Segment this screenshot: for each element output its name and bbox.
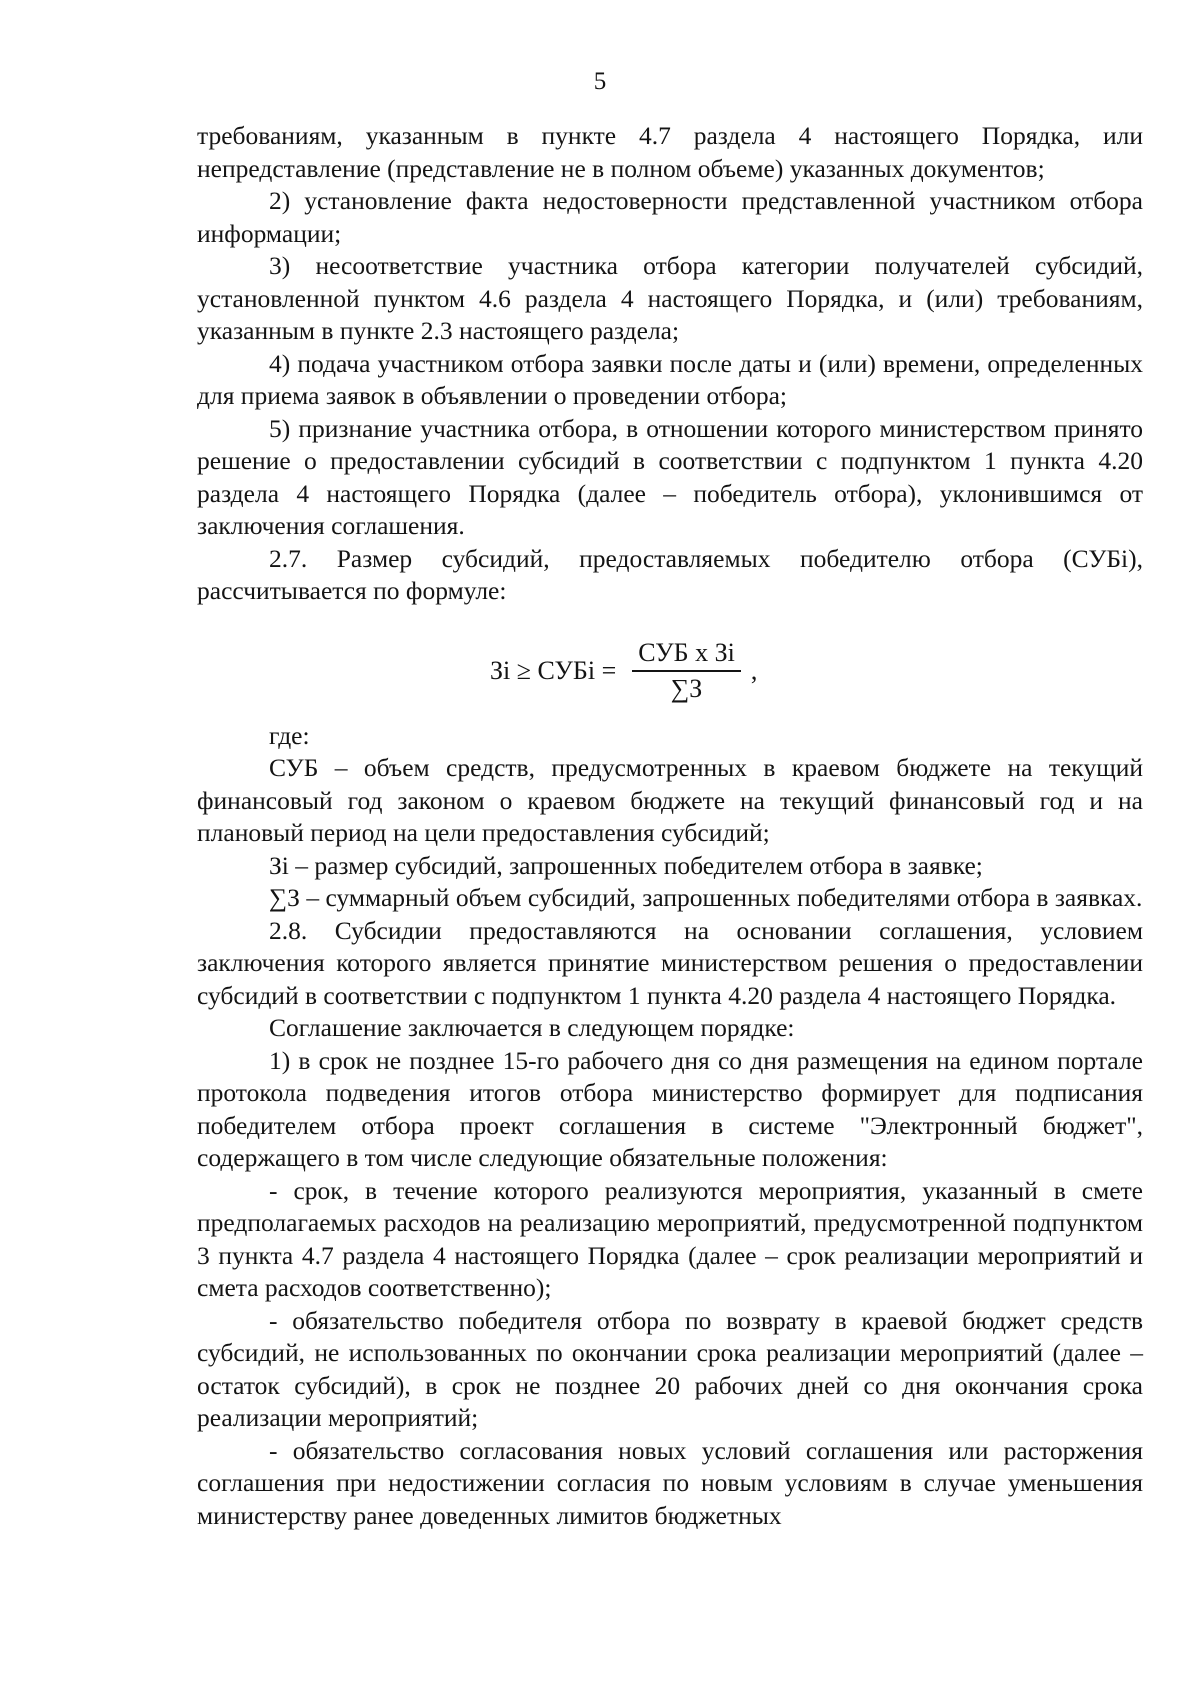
paragraph-def-sum: ∑З – суммарный объем субсидий, запрошенных победителями отбора в заявках. <box>269 883 1143 912</box>
formula-fraction <box>632 638 741 704</box>
paragraph-item-5: 5) признание участника отбора, в отношении которого министерством принято решение о предоставлении субсидий в соответствии с подпунктом 1 пункта 4.20 раздела 4 настоящего Порядка (далее – победитель отбора), уклонившимся от заключения соглашения. <box>197 413 1143 540</box>
paragraph-item-2: 2) установление факта недостоверности представленной участником отбора информации; <box>197 186 1143 248</box>
formula-denominator: ∑З <box>670 673 703 703</box>
paragraph-2-8: 2.8. Субсидии предоставляются на основании соглашения, условием заключения которого является принятие министерством решения о предоставлении субсидий в соответствии с подпунктом 1 пункта 4.20 раздела 4 настоящего Порядка. <box>197 915 1143 1010</box>
paragraph-provision-term: - срок, в течение которого реализуются мероприятия, указанный в смете предполагаемых расходов на реализацию мероприятий, предусмотренной подпунктом 3 пункта 4.7 раздела 4 настоящего Порядка (далее – срок реализации мероприятий и смета расходов соответственно); <box>197 1175 1143 1302</box>
paragraph-item-3: 3) несоответствие участника отбора категории получателей субсидий, установленной пунктом 4.6 раздела 4 настоящего Порядка, и (или) требованиям, указанным в пункте 2.3 настоящего раздела; <box>197 251 1143 345</box>
document-body <box>197 120 1143 1532</box>
page-number: 5 <box>593 68 607 95</box>
paragraph-provision-return: - обязательство победителя отбора по возврату в краевой бюджет средств субсидий, не использованных по окончании срока реализации мероприятий (далее – остаток субсидий), в срок не позднее 20 рабочих дней со дня окончания срока реализации мероприятий; <box>197 1305 1143 1432</box>
formula <box>490 638 757 704</box>
paragraph-agreement-order: Соглашение заключается в следующем порядке: <box>269 1013 795 1042</box>
formula-left: Зi ≥ СУБi = <box>490 655 617 685</box>
paragraph-where: где: <box>269 720 310 750</box>
paragraph-2-7: 2.7. Размер субсидий, предоставляемых победителю отбора (СУБi), рассчитывается по формуле: <box>197 543 1143 605</box>
paragraph-provision-agreement: - обязательство согласования новых условий соглашения или расторжения соглашения при недостижении согласия по новым условиям в случае уменьшения министерству ранее доведенных лимитов бюджетных <box>197 1435 1143 1530</box>
paragraph-continuation: требованиям, указанным в пункте 4.7 раздела 4 настоящего Порядка, или непредставление (представление не в полном объеме) указанных документов; <box>197 121 1143 183</box>
paragraph-def-zi: Зi – размер субсидий, запрошенных победителем отбора в заявке; <box>269 850 983 880</box>
formula-numerator: СУБ x Зi <box>632 638 741 672</box>
formula-trailing: , <box>750 655 758 685</box>
paragraph-agreement-item-1: 1) в срок не позднее 15-го рабочего дня со дня размещения на едином портале протокола подведения итогов отбора министерство формирует для подписания победителем отбора проект соглашения в системе "Электронный бюджет", содержащего в том числе следующие обязательные положения: <box>197 1045 1143 1172</box>
paragraph-def-sub: СУБ – объем средств, предусмотренных в краевом бюджете на текущий финансовый год законом о краевом бюджете на текущий финансовый год и на плановый период на цели предоставления субсидий; <box>197 753 1143 847</box>
formula-block <box>197 608 1143 720</box>
paragraph-item-4: 4) подача участником отбора заявки после даты и (или) времени, определенных для приема заявок в объявлении о проведении отбора; <box>197 348 1143 410</box>
